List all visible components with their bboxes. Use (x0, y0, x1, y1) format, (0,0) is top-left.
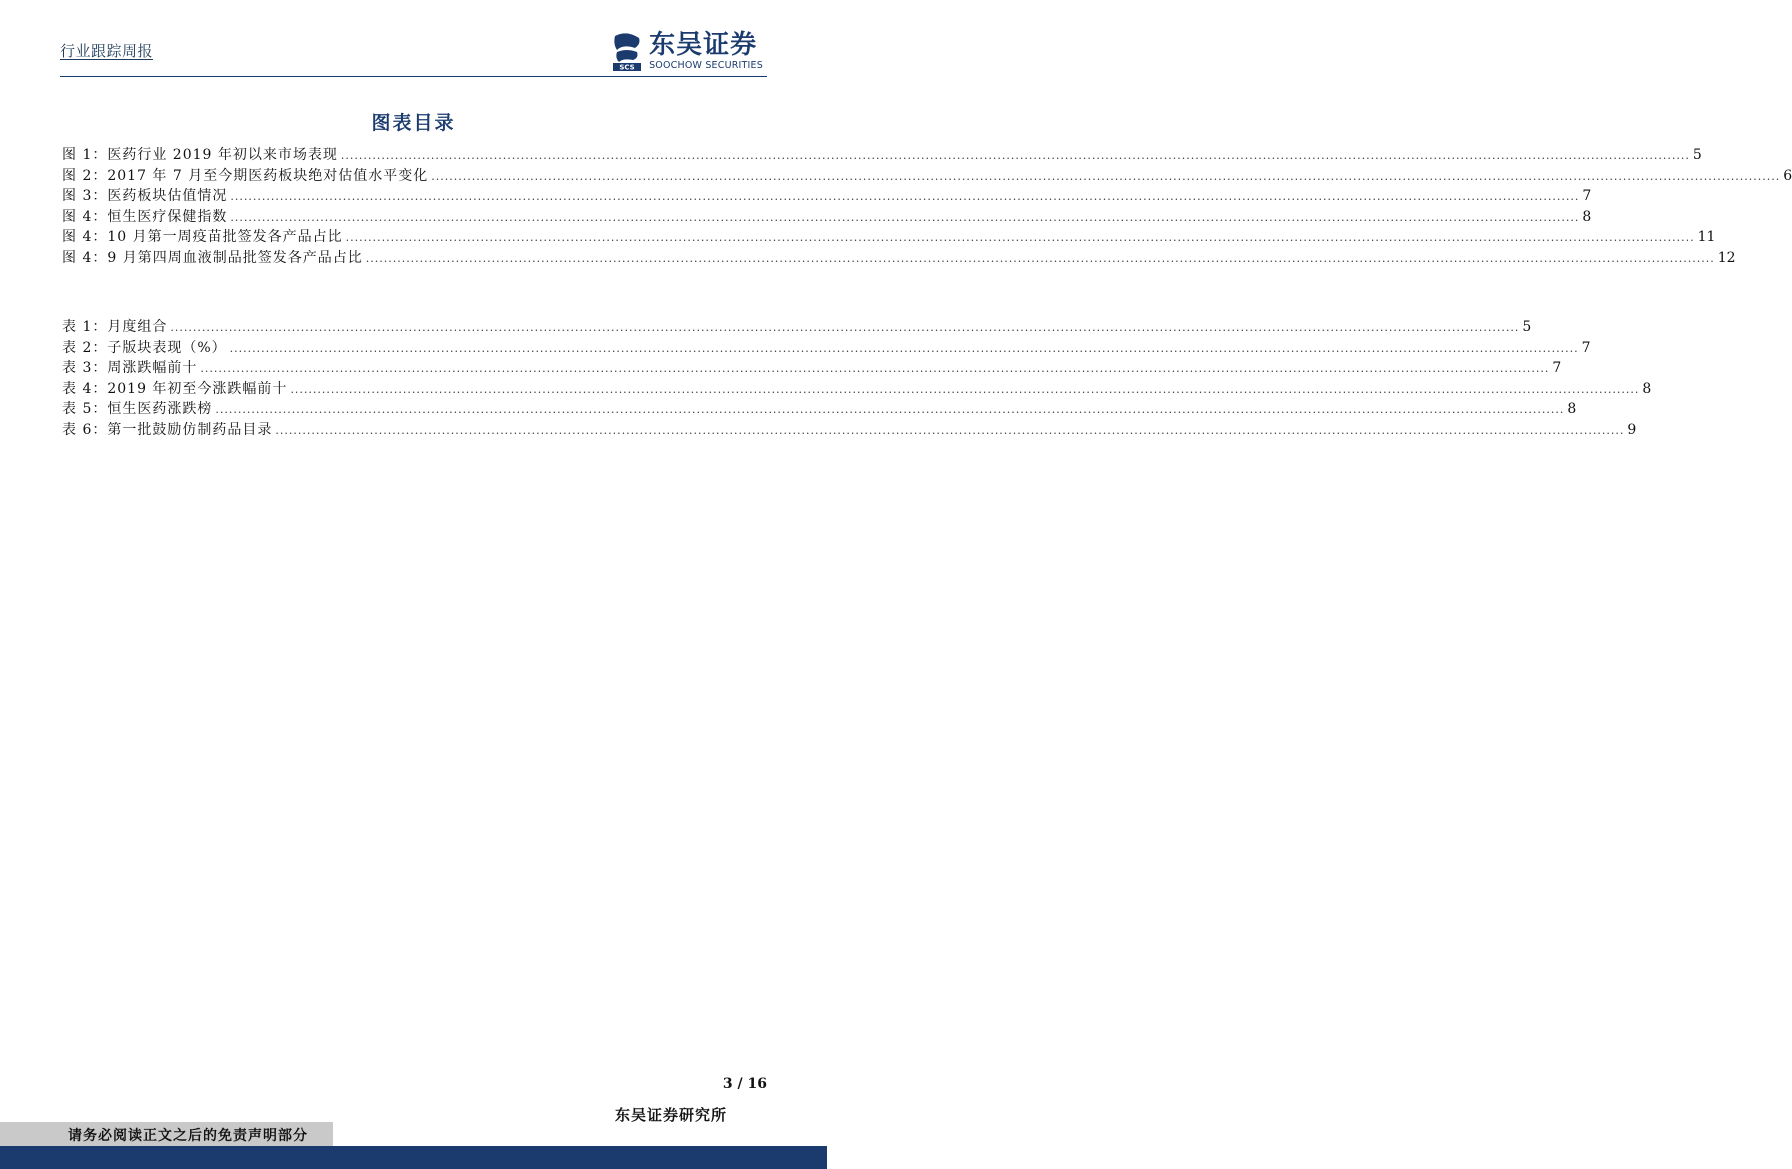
toc-entry-page: 7 (1581, 339, 1591, 356)
toc-entry[interactable] (62, 227, 1716, 248)
toc-entry-label: 表 2：子版块表现（%） (62, 339, 227, 356)
toc-leader-dots: ............................................................................................................................................................................................................................................................................................................ (229, 341, 1579, 355)
toc-entry-label: 图 3：医药板块估值情况 (62, 188, 228, 204)
toc-leader-dots: ............................................................................................................................................................................................................................................................................................................ (431, 169, 1781, 183)
toc-entry-page: 6 (1783, 167, 1792, 184)
toc-entry-label: 表 1：月度组合 (62, 319, 168, 335)
toc-entry[interactable] (62, 358, 1562, 379)
company-logo (611, 32, 763, 72)
table-list (62, 317, 1652, 440)
report-type-label: 行业跟踪周报 (60, 42, 154, 60)
toc-entry[interactable] (62, 145, 1702, 166)
toc-entry-page: 9 (1627, 421, 1637, 438)
disclaimer-text: 请务必阅读正文之后的免责声明部分 (68, 1128, 308, 1144)
toc-leader-dots: ............................................................................................................................................................................................................................................................................................................ (290, 382, 1640, 396)
toc-entry[interactable] (62, 338, 1591, 359)
toc-entry-label: 表 6：第一批鼓励仿制药品目录 (62, 421, 273, 438)
toc-entry-page: 8 (1567, 401, 1577, 417)
toc-entry[interactable] (62, 399, 1577, 420)
toc-title: 图表目录 (371, 112, 456, 134)
toc-entry-page: 8 (1582, 208, 1592, 225)
toc-leader-dots: ............................................................................................................................................................................................................................................................................................................ (170, 321, 1520, 334)
toc-leader-dots: ............................................................................................................................................................................................................................................................................................................ (230, 210, 1580, 224)
toc-entry-label: 图 4：10 月第一周疫苗批签发各产品占比 (62, 229, 343, 245)
toc-entry-label: 表 5：恒生医药涨跌榜 (62, 401, 213, 417)
figure-list (62, 145, 1792, 268)
toc-leader-dots: ............................................................................................................................................................................................................................................................................................................ (345, 231, 1695, 244)
scs-logo-icon (611, 32, 643, 72)
toc-entry-label: 表 3：周涨跌幅前十 (62, 360, 198, 376)
page-number: 3 / 16 (722, 1076, 767, 1092)
toc-entry-page: 12 (1717, 249, 1736, 266)
toc-entry[interactable] (62, 248, 1736, 269)
toc-entry-page: 11 (1697, 229, 1716, 245)
toc-entry[interactable] (62, 166, 1792, 187)
footer-organization: 东吴证券研究所 (614, 1106, 727, 1124)
toc-leader-dots: ............................................................................................................................................................................................................................................................................................................ (200, 362, 1550, 375)
toc-entry-label: 图 4：恒生医疗保健指数 (62, 208, 228, 225)
toc-entry-label: 表 4：2019 年初至今涨跌幅前十 (62, 380, 288, 397)
logo-mark-letters: SCS (619, 63, 635, 72)
toc-entry-page: 8 (1642, 380, 1652, 397)
logo-name-cn: 东吴证券 (649, 30, 758, 60)
toc-entry-page: 5 (1692, 147, 1702, 163)
footer-bar (0, 1146, 827, 1169)
toc-leader-dots: ............................................................................................................................................................................................................................................................................................................ (365, 251, 1715, 265)
toc-leader-dots: ............................................................................................................................................................................................................................................................................................................ (215, 403, 1565, 416)
toc-entry[interactable] (62, 379, 1652, 400)
header-divider-tick (763, 76, 767, 77)
header-divider (60, 76, 767, 77)
toc-entry[interactable] (62, 186, 1592, 207)
toc-entry-label: 图 4：9 月第四周血液制品批签发各产品占比 (62, 249, 363, 266)
toc-entry-label: 图 1：医药行业 2019 年初以来市场表现 (62, 147, 338, 163)
logo-name-en: SOOCHOW SECURITIES (649, 60, 763, 71)
toc-entry[interactable] (62, 207, 1592, 228)
toc-entry-page: 7 (1582, 188, 1592, 204)
toc-entry-page: 7 (1552, 360, 1562, 376)
toc-leader-dots: ............................................................................................................................................................................................................................................................................................................ (275, 423, 1625, 437)
toc-entry[interactable] (62, 317, 1532, 338)
toc-leader-dots: ............................................................................................................................................................................................................................................................................................................ (340, 149, 1690, 162)
toc-entry-label: 图 2：2017 年 7 月至今期医药板块绝对估值水平变化 (62, 167, 429, 184)
toc-entry[interactable] (62, 420, 1637, 441)
toc-leader-dots: ............................................................................................................................................................................................................................................................................................................ (230, 190, 1580, 203)
toc-entry-page: 5 (1522, 319, 1532, 335)
